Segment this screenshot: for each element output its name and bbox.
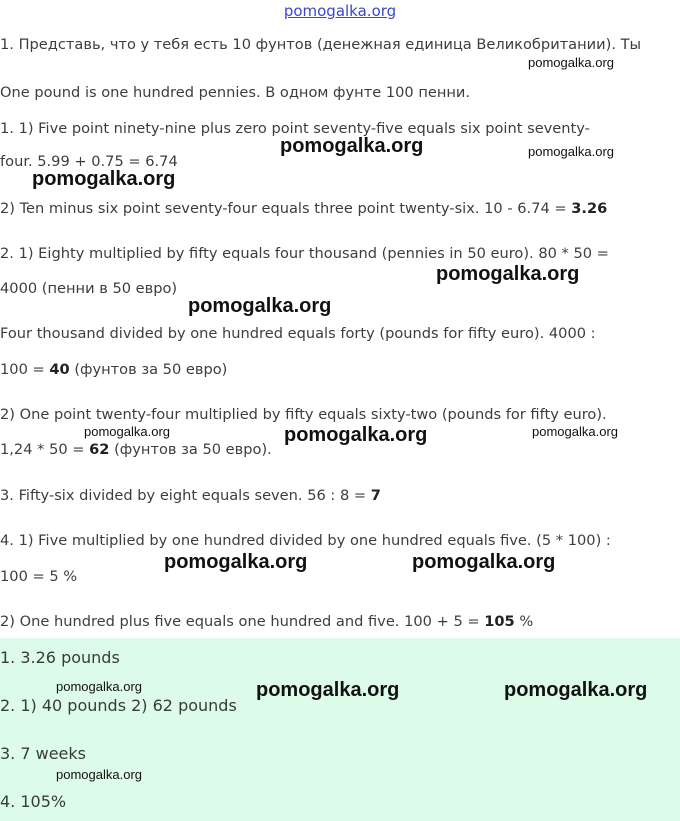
watermark-large: pomogalka.org xyxy=(188,295,332,317)
line-text: 1,24 * 50 = xyxy=(0,441,90,458)
answer-4: 4. 105% xyxy=(0,792,67,811)
answers-panel xyxy=(0,638,680,821)
line-result: 105 xyxy=(484,613,515,630)
watermark-small: pomogalka.org xyxy=(56,767,142,782)
watermark-small: pomogalka.org xyxy=(56,679,142,694)
watermark-large: pomogalka.org xyxy=(164,551,308,573)
task-line-15: 100 = 5 % xyxy=(0,568,78,585)
task-line-11: 2) One point twenty-four multiplied by fifty equals sixty-two (pounds for fifty euro). xyxy=(0,406,607,423)
watermark-small: pomogalka.org xyxy=(528,144,614,159)
watermark-small: pomogalka.org xyxy=(532,424,618,439)
watermark-large: pomogalka.org xyxy=(436,263,580,285)
site-watermark-link[interactable]: pomogalka.org xyxy=(283,2,397,20)
line-text: 2) Ten minus six point seventy-four equals three point twenty-six. 10 - 6.74 = xyxy=(0,200,572,217)
line-text: (фунтов за 50 евро). xyxy=(109,441,272,458)
line-result: 62 xyxy=(89,441,110,458)
task-line-1: 1. Представь, что у тебя есть 10 фунтов (денежная единица Великобритании). Ты xyxy=(0,36,642,53)
task-line-3: One pound is one hundred pennies. В одном фунте 100 пенни. xyxy=(0,84,471,101)
answer-1: 1. 3.26 pounds xyxy=(0,648,120,667)
line-text: % xyxy=(514,613,534,630)
task-line-5: four. 5.99 + 0.75 = 6.74 xyxy=(0,153,178,170)
task-line-7: 2. 1) Eighty multiplied by fifty equals four thousand (pennies in 50 euro). 80 * 50 = xyxy=(0,245,609,262)
line-result: 40 xyxy=(49,361,70,378)
task-line-4: 1. 1) Five point ninety-nine plus zero point seventy-five equals six point seventy- xyxy=(0,120,590,137)
watermark-large: pomogalka.org xyxy=(412,551,556,573)
line-text: 100 = xyxy=(0,361,50,378)
watermark-small: pomogalka.org xyxy=(84,424,170,439)
task-line-8: 4000 (пенни в 50 евро) xyxy=(0,280,178,297)
watermark-large: pomogalka.org xyxy=(32,168,176,190)
task-line-13 xyxy=(0,486,381,506)
watermark-large: pomogalka.org xyxy=(256,679,400,701)
watermark-large: pomogalka.org xyxy=(284,424,428,446)
task-line-9: Four thousand divided by one hundred equals forty (pounds for fifty euro). 4000 : xyxy=(0,325,596,342)
answer-2: 2. 1) 40 pounds 2) 62 pounds xyxy=(0,696,237,715)
line-text: 3. Fifty-six divided by eight equals seven. 56 : 8 = xyxy=(0,487,371,504)
task-line-14: 4. 1) Five multiplied by one hundred divided by one hundred equals five. (5 * 100) : xyxy=(0,532,611,549)
watermark-large: pomogalka.org xyxy=(280,135,424,157)
watermark-small: pomogalka.org xyxy=(528,55,614,70)
task-line-12 xyxy=(0,440,272,460)
watermark-large: pomogalka.org xyxy=(504,679,648,701)
task-line-10 xyxy=(0,360,227,380)
task-line-16 xyxy=(0,612,533,632)
answer-3: 3. 7 weeks xyxy=(0,744,86,763)
line-text: (фунтов за 50 евро) xyxy=(69,361,228,378)
line-result: 3.26 xyxy=(571,200,608,217)
line-text: 2) One hundred plus five equals one hundred and five. 100 + 5 = xyxy=(0,613,485,630)
line-result: 7 xyxy=(370,487,381,504)
task-line-6 xyxy=(0,199,607,219)
